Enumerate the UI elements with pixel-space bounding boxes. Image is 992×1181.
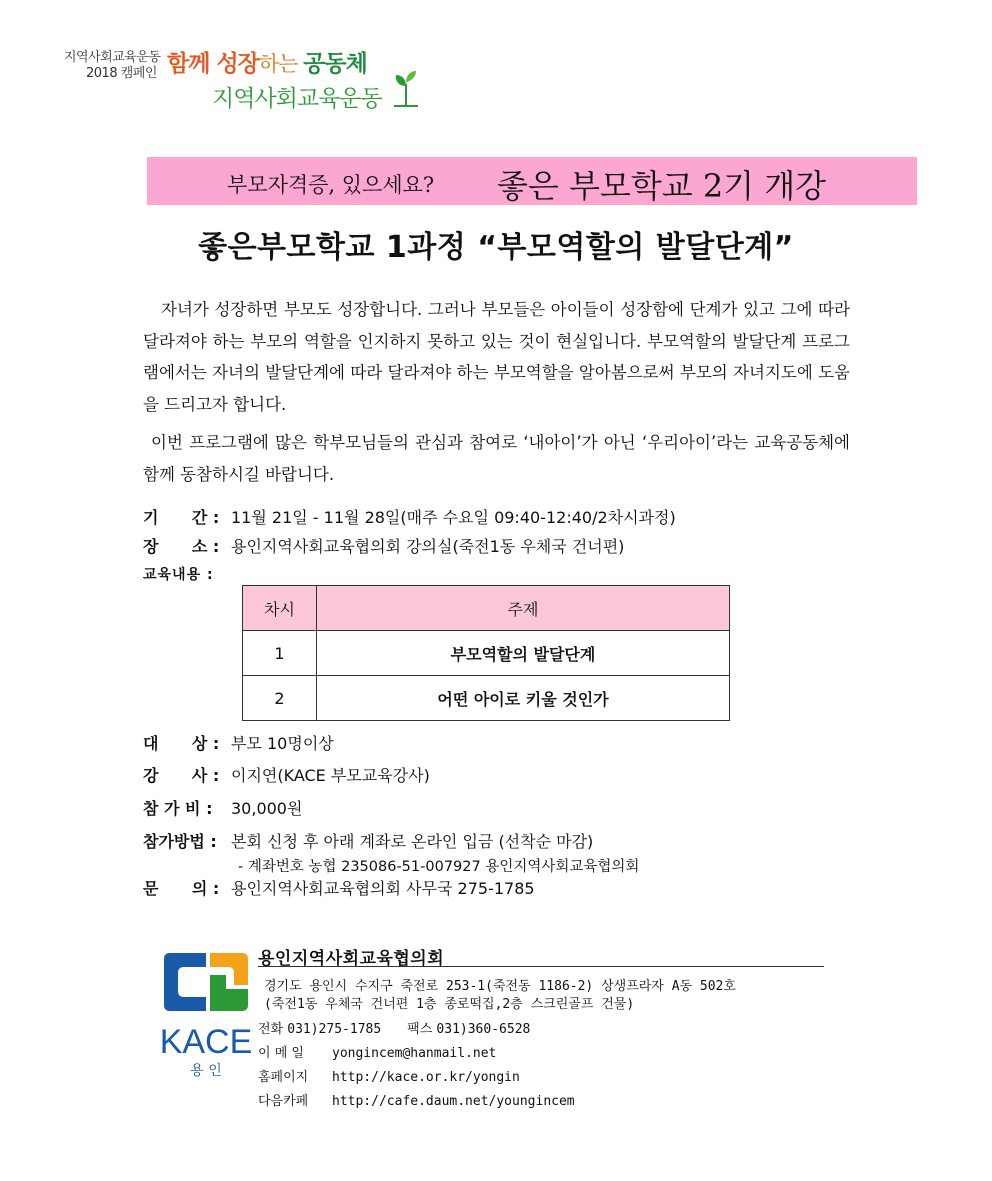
- header-session: 차시: [243, 586, 317, 631]
- email-link[interactable]: yongincem@hanmail.net: [332, 1046, 497, 1061]
- session-topic: 어떤 아이로 키울 것인가: [317, 676, 730, 721]
- period-row: [143, 506, 676, 530]
- inquiry-label: 문 의 :: [143, 879, 220, 898]
- phone-value: 031)275-1785: [287, 1022, 382, 1037]
- banner-headline: 좋은 부모학교 2기 개강: [497, 167, 827, 205]
- svg-text:용 인: 용 인: [190, 1063, 222, 1079]
- fee-row: [143, 797, 302, 821]
- org-name: 용인지역사회교육협의회: [258, 949, 445, 969]
- target-row: [143, 732, 334, 756]
- target-value: 부모 10명이상: [231, 734, 334, 753]
- kace-logo: [160, 945, 252, 1085]
- svg-text:KACE: KACE: [160, 1023, 252, 1061]
- email-label: 이 메 일: [258, 1046, 304, 1061]
- method-label: 참가방법 :: [143, 832, 217, 851]
- content-label: 교육내용 :: [143, 567, 214, 583]
- method-value: 본회 신청 후 아래 계좌로 온라인 입금 (선착순 마감): [231, 832, 594, 851]
- inquiry-row: [143, 877, 535, 901]
- campaign-line1: 지역사회교육운동: [64, 50, 161, 65]
- invitation-paragraph: 이번 프로그램에 많은 학부모님들의 관심과 참여로 ‘내아이’가 아닌 ‘우리아이’라는 교육공동체에 함께 동참하시길 바랍니다.: [143, 433, 850, 484]
- homepage-row: [258, 1066, 520, 1085]
- target-label: 대 상 :: [143, 734, 220, 753]
- email-row: [258, 1042, 496, 1061]
- lecturer-label: 강 사 :: [143, 766, 220, 785]
- homepage-label: 홈페이지: [258, 1070, 309, 1085]
- fee-label: 참 가 비 :: [143, 799, 213, 818]
- campaign-slogan: 함께 성장하는 공동체: [167, 51, 367, 77]
- lecturer-row: [143, 764, 430, 788]
- intro-paragraph: 자녀가 성장하면 부모도 성장합니다. 그러나 부모들은 아이들이 성장함에 단계가 있고 그에 따라 달라져야 하는 부모의 역할을 인지하지 못하고 있는 것이 현실입니다. 부모역할의 발달단계 프로그램에서는 자녀의 발달단계에 따라 달라져야 하는 부모역할을 알아봄으로써 부모의 자녀지도에 도움을 드리고자 합니다.: [143, 300, 850, 414]
- place-row: [143, 535, 624, 559]
- method-row: [143, 830, 593, 854]
- banner-subtitle: 부모자격증, 있으세요?: [227, 173, 435, 197]
- fax-value: 031)360-6528: [436, 1022, 531, 1037]
- table-row: [243, 631, 730, 676]
- table-header-row: [243, 586, 730, 631]
- header-topic: 주제: [317, 586, 730, 631]
- address-line1: 경기도 용인시 수지구 죽전로 253-1(죽전동 1186-2) 상생프라자 A동 502호: [264, 979, 736, 994]
- account-info: - 계좌번호 농협 235086-51-007927 용인지역사회교육협의회: [238, 859, 640, 875]
- curriculum-table: [242, 585, 730, 721]
- phone-label: 전화: [258, 1022, 288, 1037]
- phone-fax-row: [258, 1018, 530, 1037]
- session-topic: 부모역할의 발달단계: [317, 631, 730, 676]
- fax-label: 팩스: [407, 1022, 437, 1037]
- campaign-line2: 2018 캠페인: [86, 66, 157, 81]
- sprout-icon: [392, 68, 420, 108]
- table-row: [243, 676, 730, 721]
- homepage-link[interactable]: http://kace.or.kr/yongin: [332, 1070, 520, 1085]
- divider: [258, 966, 824, 967]
- lecturer-value: 이지연(KACE 부모교육강사): [231, 766, 430, 785]
- inquiry-value: 용인지역사회교육협의회 사무국 275-1785: [231, 879, 535, 898]
- campaign-movement: 지역사회교육운동: [212, 86, 382, 112]
- address-line2: (죽전1동 우체국 건너편 1층 종로떡집,2층 스크린골프 건물): [264, 997, 635, 1012]
- session-number: 1: [243, 631, 317, 676]
- place-label: 장 소 :: [143, 537, 220, 556]
- cafe-label: 다음카페: [258, 1094, 309, 1109]
- announcement-banner: [147, 157, 917, 205]
- fee-value: 30,000원: [231, 799, 303, 818]
- session-number: 2: [243, 676, 317, 721]
- cafe-row: [258, 1090, 575, 1109]
- period-label: 기 간 :: [143, 508, 220, 527]
- campaign-logo: [62, 40, 442, 115]
- cafe-link[interactable]: http://cafe.daum.net/youngincem: [332, 1094, 575, 1109]
- page-title: 좋은부모학교 1과정 “부모역할의 발달단계”: [198, 230, 794, 265]
- period-value: 11월 21일 - 11월 28일(매주 수요일 09:40-12:40/2차시과정): [231, 508, 676, 527]
- place-value: 용인지역사회교육협의회 강의실(죽전1동 우체국 건너편): [231, 537, 625, 556]
